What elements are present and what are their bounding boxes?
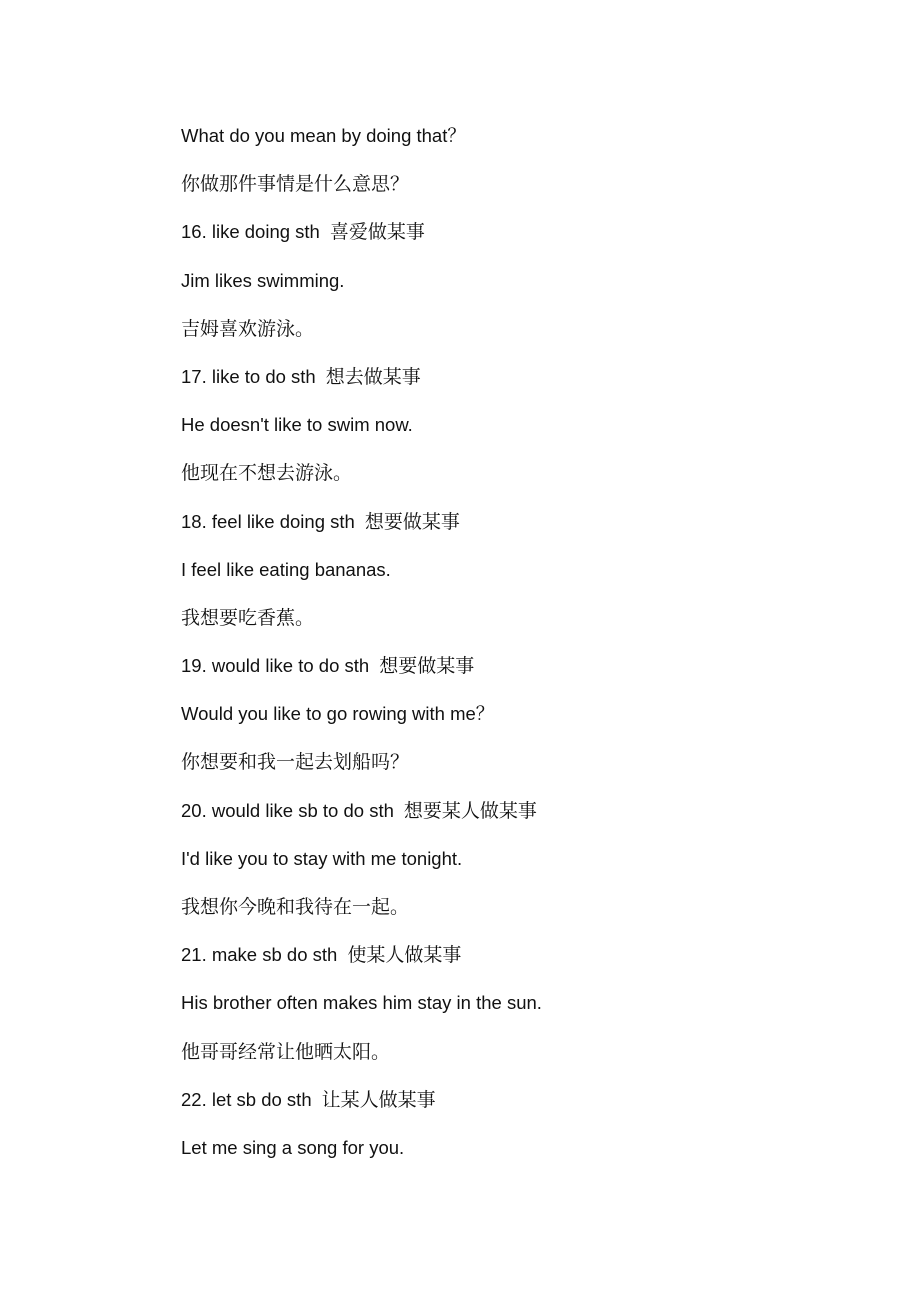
phrase-term: 21. make sb do sth (181, 944, 338, 966)
example-translation-zh: 我想要吃香蕉。 (181, 606, 315, 629)
phrase-heading-18 (181, 506, 841, 554)
example-translation-zh: 你做那件事情是什么意思？ (181, 173, 410, 196)
phrase-meaning: 想要做某事 (364, 510, 460, 533)
example-sentence-en: Let me sing a song for you. (181, 1136, 405, 1158)
example-sentence-en: I'd like you to stay with me tonight. (181, 847, 463, 869)
example-sentence-en: His brother often makes him stay in the sun. (181, 992, 542, 1014)
phrase-heading-20 (181, 795, 841, 843)
phrase-meaning: 想去做某事 (325, 365, 421, 388)
example-translation-zh: 他现在不想去游泳。 (181, 462, 353, 485)
phrase-term: 19. would like to do sth (181, 655, 370, 677)
example-translation-zh: 你想要和我一起去划船吗？ (181, 751, 410, 774)
document-body (181, 120, 841, 1180)
phrase-meaning: 让某人做某事 (321, 1088, 436, 1111)
phrase-term: 20. would like sb to do sth (181, 799, 394, 821)
example-sentence-en: I feel like eating bananas. (181, 558, 391, 580)
phrase-term: 18. feel like doing sth (181, 510, 355, 532)
example-sentence-en: Jim likes swimming. (181, 269, 345, 291)
example-sentence-en: He doesn't like to swim now. (181, 414, 413, 436)
phrase-term: 17. like to do sth (181, 365, 316, 387)
phrase-heading-22 (181, 1084, 841, 1132)
example-sentence-en: What do you mean by doing that？ (181, 125, 466, 146)
phrase-heading-19 (181, 650, 841, 698)
example-sentence-en: Would you like to go rowing with me？ (181, 703, 495, 725)
phrase-heading-16 (181, 216, 841, 264)
example-translation-zh: 吉姆喜欢游泳。 (181, 317, 315, 340)
phrase-meaning: 想要某人做某事 (403, 799, 537, 822)
phrase-meaning: 想要做某事 (379, 655, 475, 678)
phrase-meaning: 喜爱做某事 (329, 221, 425, 244)
phrase-term: 16. like doing sth (181, 221, 320, 243)
phrase-meaning: 使某人做某事 (347, 944, 462, 967)
example-translation-zh: 我想你今晚和我待在一起。 (181, 896, 410, 918)
phrase-heading-21 (181, 939, 841, 987)
phrase-term: 22. let sb do sth (181, 1088, 312, 1110)
example-translation-zh: 他哥哥经常让他晒太阳。 (181, 1040, 391, 1063)
phrase-heading-17 (181, 361, 841, 409)
